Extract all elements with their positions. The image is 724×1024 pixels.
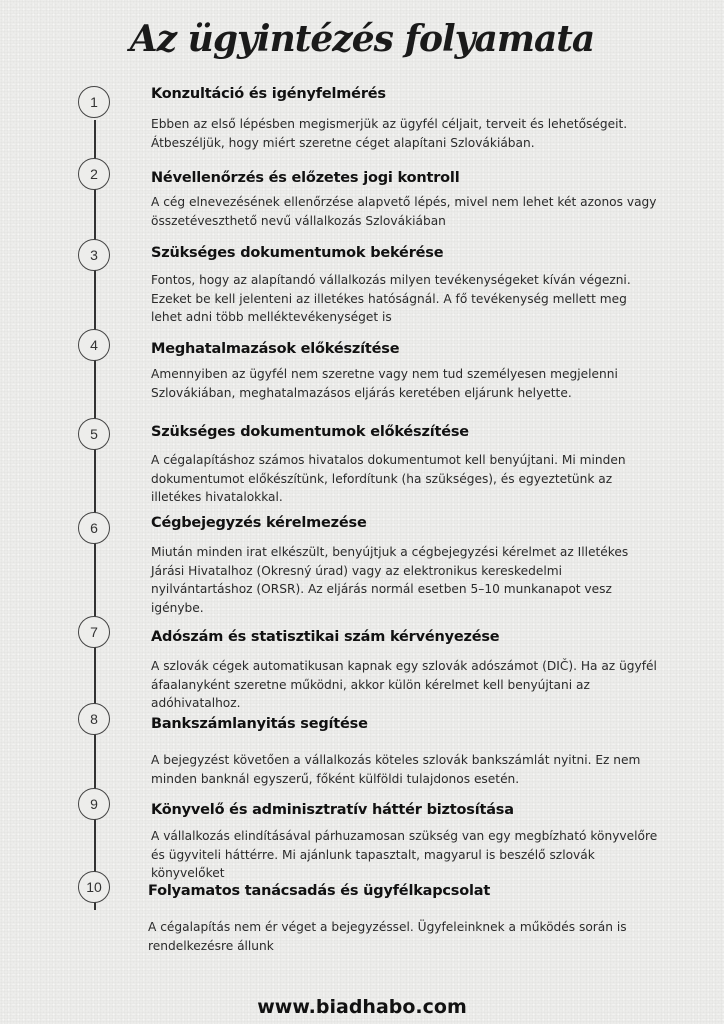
step-description: A bejegyzést követően a vállalkozás köteles szlovák bankszámlát nyitni. Ez nem minden banknál egyszerű, főként külföldi tulajdonos esetén.	[151, 753, 641, 786]
step-title: Szükséges dokumentumok előkészítése	[151, 424, 469, 440]
step-title: Bankszámlanyitás segítése	[151, 716, 368, 732]
step-title: Folyamatos tanácsadás és ügyfélkapcsolat	[148, 883, 491, 899]
step-title: Névellenőrzés és előzetes jogi kontroll	[151, 170, 460, 186]
step-description: A szlovák cégek automatikusan kapnak egy szlovák adószámot (DIČ). Ha az ügyfél áfaalanyként szeretne működni, akkor külön kérelmet kell benyújtani az adóhivatalhoz.	[151, 659, 657, 710]
step-description: A cégalapítás nem ér véget a bejegyzéssel. Ügyfeleinknek a működés során is rendelkezésre állunk	[148, 920, 627, 953]
step-description: A vállalkozás elindításával párhuzamosan szükség van egy megbízható könyvelőre és ügyviteli háttérre. Mi ajánlunk tapasztalt, magyarul is beszélő szlovák könyvelőket	[151, 829, 658, 880]
step-number-badge: 3	[78, 239, 110, 271]
step-description: Miután minden irat elkészült, benyújtjuk a cégbejegyzési kérelmet az Illetékes Járási Hivatalhoz (Okresný úrad) vagy az elektronikus kereskedelmi nyilvántartáshoz (ORSR). Az eljárás normál esetben 5–10 munkanapot vesz igénybe.	[151, 545, 629, 615]
step-number-badge: 6	[78, 512, 110, 544]
step-number-badge: 7	[78, 616, 110, 648]
step-title: Konzultáció és igényfelmérés	[151, 86, 386, 102]
step-title: Szükséges dokumentumok bekérése	[151, 245, 444, 261]
step-number-badge: 9	[78, 788, 110, 820]
step-description: Ebben az első lépésben megismerjük az ügyfél céljait, terveit és lehetőségeit. Átbeszéljük, hogy miért szeretne céget alapítani Szlovákiában.	[151, 117, 628, 150]
step-title: Cégbejegyzés kérelmezése	[151, 515, 367, 531]
step-number-badge: 2	[78, 158, 110, 190]
step-number-badge: 1	[78, 86, 110, 118]
page-title: Az ügyintézés folyamata	[129, 18, 595, 60]
step-description: Fontos, hogy az alapítandó vállalkozás milyen tevékenységeket kíván végezni. Ezeket be kell jelenteni az illetékes hatóságnál. A fő tevékenység mellett meg lehet adni több melléktevékenységet is	[151, 273, 631, 324]
step-number-badge: 8	[78, 703, 110, 735]
step-description: A cég elnevezésének ellenőrzése alapvető lépés, mivel nem lehet két azonos vagy összetéveszthető nevű vállalkozás Szlovákiában	[151, 195, 657, 228]
step-title: Adószám és statisztikai szám kérvényezése	[151, 629, 500, 645]
step-description: Amennyiben az ügyfél nem szeretne vagy nem tud személyesen megjelenni Szlovákiában, meghatalmazásos eljárás keretében eljárunk helyette.	[151, 367, 618, 400]
step-number-badge: 4	[78, 329, 110, 361]
step-number-badge: 5	[78, 418, 110, 450]
step-title: Könyvelő és adminisztratív háttér biztosítása	[151, 802, 514, 818]
website-link[interactable]: www.biadhabo.com	[257, 996, 467, 1018]
step-description: A cégalapításhoz számos hivatalos dokumentumot kell benyújtani. Mi minden dokumentumot előkészítünk, lefordítunk (ha szükséges), és egyeztetünk az illetékes hivatalokkal.	[151, 453, 626, 504]
step-title: Meghatalmazások előkészítése	[151, 341, 400, 357]
step-number-badge: 10	[78, 871, 110, 903]
